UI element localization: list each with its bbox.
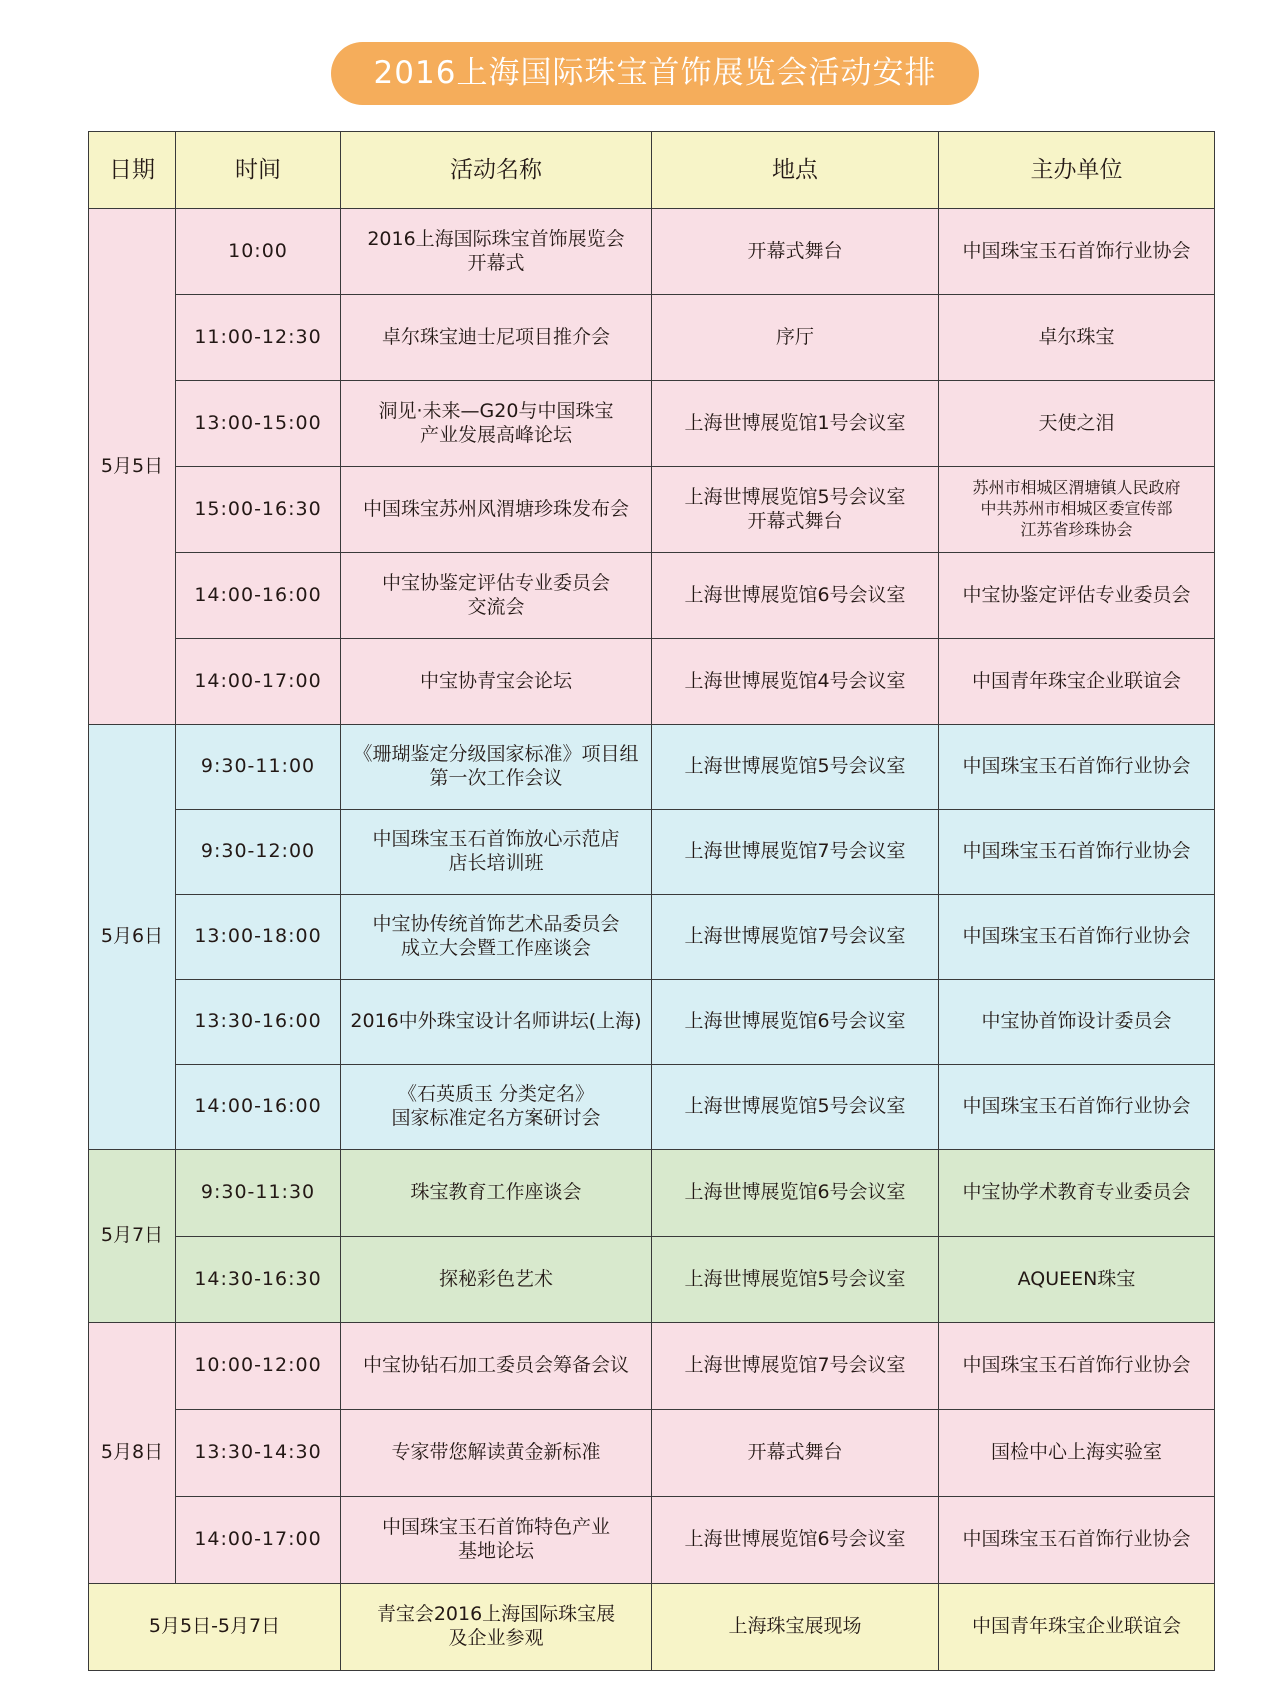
time-cell: 15:00-16:30 <box>176 467 341 553</box>
table-row-summary <box>89 1584 1215 1671</box>
date-range-cell: 5月5日-5月7日 <box>89 1584 341 1671</box>
location-cell: 上海世博展览馆7号会议室 <box>652 810 939 895</box>
activity-cell: 《石英质玉 分类定名》 国家标准定名方案研讨会 <box>341 1065 652 1150</box>
date-cell: 5月6日 <box>89 725 176 1150</box>
activity-cell: 中国珠宝苏州风渭塘珍珠发布会 <box>341 467 652 553</box>
organizer-cell: 中国珠宝玉石首饰行业协会 <box>939 810 1215 895</box>
organizer-cell: 国检中心上海实验室 <box>939 1410 1215 1497</box>
activity-cell: 中国珠宝玉石首饰放心示范店 店长培训班 <box>341 810 652 895</box>
time-cell: 13:00-15:00 <box>176 381 341 467</box>
table-row <box>89 895 1215 980</box>
organizer-cell: 中国青年珠宝企业联谊会 <box>939 1584 1215 1671</box>
table-row <box>89 810 1215 895</box>
table-row <box>89 1410 1215 1497</box>
table-row <box>89 639 1215 725</box>
table-row <box>89 295 1215 381</box>
organizer-cell: 卓尔珠宝 <box>939 295 1215 381</box>
location-cell: 上海世博展览馆6号会议室 <box>652 553 939 639</box>
table-row <box>89 209 1215 295</box>
header-date: 日期 <box>89 132 176 209</box>
time-cell: 14:00-16:00 <box>176 1065 341 1150</box>
organizer-cell: 苏州市相城区渭塘镇人民政府 中共苏州市相城区委宣传部 江苏省珍珠协会 <box>939 467 1215 553</box>
time-cell: 14:00-16:00 <box>176 553 341 639</box>
header-time: 时间 <box>176 132 341 209</box>
activity-cell: 2016上海国际珠宝首饰展览会 开幕式 <box>341 209 652 295</box>
organizer-cell: 中宝协首饰设计委员会 <box>939 980 1215 1065</box>
location-cell: 上海世博展览馆5号会议室 <box>652 1237 939 1323</box>
location-cell: 上海世博展览馆1号会议室 <box>652 381 939 467</box>
time-cell: 10:00 <box>176 209 341 295</box>
location-cell: 开幕式舞台 <box>652 209 939 295</box>
date-cell: 5月8日 <box>89 1323 176 1584</box>
location-cell: 序厅 <box>652 295 939 381</box>
activity-cell: 2016中外珠宝设计名师讲坛(上海) <box>341 980 652 1065</box>
table-row <box>89 1497 1215 1584</box>
activity-cell: 洞见·未来—G20与中国珠宝 产业发展高峰论坛 <box>341 381 652 467</box>
date-cell: 5月7日 <box>89 1150 176 1323</box>
activity-cell: 专家带您解读黄金新标准 <box>341 1410 652 1497</box>
organizer-cell: 中国珠宝玉石首饰行业协会 <box>939 1323 1215 1410</box>
time-cell: 13:30-14:30 <box>176 1410 341 1497</box>
activity-cell: 中宝协钻石加工委员会筹备会议 <box>341 1323 652 1410</box>
location-cell: 上海世博展览馆5号会议室 <box>652 1065 939 1150</box>
activity-cell: 中宝协鉴定评估专业委员会 交流会 <box>341 553 652 639</box>
location-cell: 上海世博展览馆6号会议室 <box>652 1150 939 1237</box>
activity-cell: 中宝协青宝会论坛 <box>341 639 652 725</box>
table-row <box>89 381 1215 467</box>
table-row <box>89 980 1215 1065</box>
time-cell: 13:30-16:00 <box>176 980 341 1065</box>
organizer-cell: 中国珠宝玉石首饰行业协会 <box>939 1065 1215 1150</box>
location-cell: 上海世博展览馆5号会议室 开幕式舞台 <box>652 467 939 553</box>
location-cell: 上海世博展览馆7号会议室 <box>652 1323 939 1410</box>
header-location: 地点 <box>652 132 939 209</box>
activity-cell: 卓尔珠宝迪士尼项目推介会 <box>341 295 652 381</box>
time-cell: 9:30-11:30 <box>176 1150 341 1237</box>
time-cell: 13:00-18:00 <box>176 895 341 980</box>
header-activity: 活动名称 <box>341 132 652 209</box>
table-row <box>89 1323 1215 1410</box>
time-cell: 14:30-16:30 <box>176 1237 341 1323</box>
header-row <box>89 132 1215 209</box>
activity-cell: 珠宝教育工作座谈会 <box>341 1150 652 1237</box>
organizer-cell: 天使之泪 <box>939 381 1215 467</box>
table-row <box>89 467 1215 553</box>
organizer-cell: 中宝协鉴定评估专业委员会 <box>939 553 1215 639</box>
activity-cell: 探秘彩色艺术 <box>341 1237 652 1323</box>
activity-cell: 中宝协传统首饰艺术品委员会 成立大会暨工作座谈会 <box>341 895 652 980</box>
table-row <box>89 1237 1215 1323</box>
header-organizer: 主办单位 <box>939 132 1215 209</box>
table-row <box>89 1065 1215 1150</box>
location-cell: 上海珠宝展现场 <box>652 1584 939 1671</box>
location-cell: 上海世博展览馆6号会议室 <box>652 1497 939 1584</box>
organizer-cell: 中国珠宝玉石首饰行业协会 <box>939 725 1215 810</box>
location-cell: 上海世博展览馆7号会议室 <box>652 895 939 980</box>
table-row <box>89 725 1215 810</box>
organizer-cell: 中国青年珠宝企业联谊会 <box>939 639 1215 725</box>
activity-cell: 中国珠宝玉石首饰特色产业 基地论坛 <box>341 1497 652 1584</box>
location-cell: 开幕式舞台 <box>652 1410 939 1497</box>
location-cell: 上海世博展览馆4号会议室 <box>652 639 939 725</box>
time-cell: 14:00-17:00 <box>176 1497 341 1584</box>
time-cell: 10:00-12:00 <box>176 1323 341 1410</box>
organizer-cell: 中国珠宝玉石首饰行业协会 <box>939 895 1215 980</box>
time-cell: 9:30-11:00 <box>176 725 341 810</box>
organizer-cell: 中国珠宝玉石首饰行业协会 <box>939 209 1215 295</box>
activity-cell: 青宝会2016上海国际珠宝展 及企业参观 <box>341 1584 652 1671</box>
date-cell: 5月5日 <box>89 209 176 725</box>
table-row <box>89 1150 1215 1237</box>
organizer-cell: 中国珠宝玉石首饰行业协会 <box>939 1497 1215 1584</box>
organizer-cell: 中宝协学术教育专业委员会 <box>939 1150 1215 1237</box>
page-title: 2016上海国际珠宝首饰展览会活动安排 <box>331 42 979 105</box>
time-cell: 9:30-12:00 <box>176 810 341 895</box>
location-cell: 上海世博展览馆6号会议室 <box>652 980 939 1065</box>
time-cell: 11:00-12:30 <box>176 295 341 381</box>
organizer-cell: AQUEEN珠宝 <box>939 1237 1215 1323</box>
schedule-table <box>88 131 1215 1671</box>
activity-cell: 《珊瑚鉴定分级国家标准》项目组 第一次工作会议 <box>341 725 652 810</box>
time-cell: 14:00-17:00 <box>176 639 341 725</box>
table-row <box>89 553 1215 639</box>
location-cell: 上海世博展览馆5号会议室 <box>652 725 939 810</box>
